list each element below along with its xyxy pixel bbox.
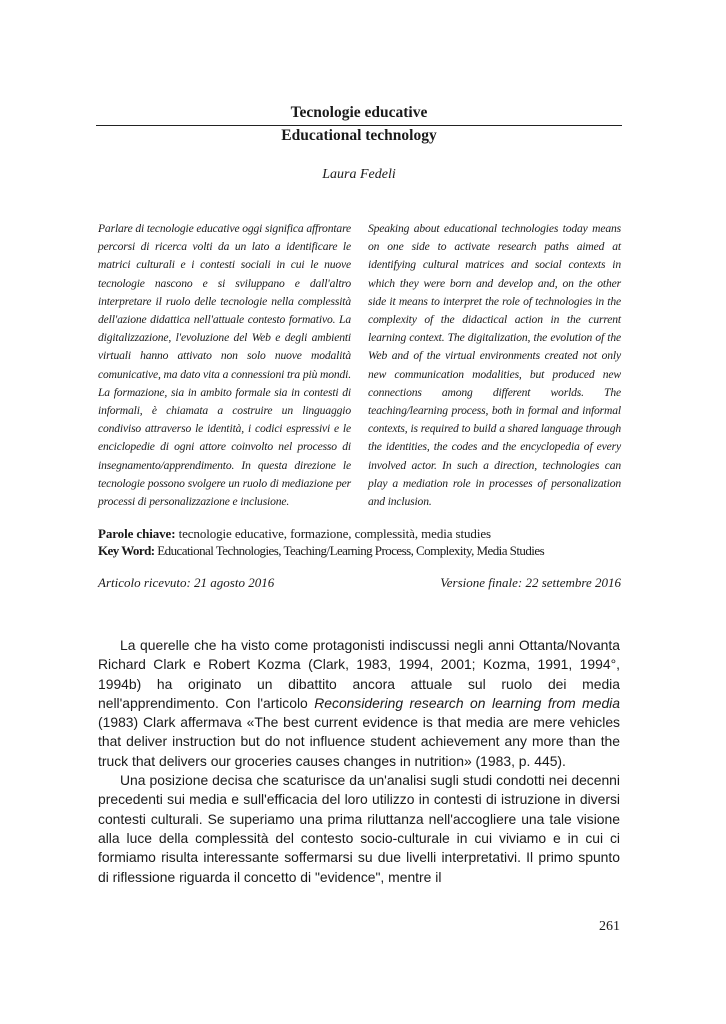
keywords-english	[98, 543, 624, 559]
body-paragraph-2: Una posizione decisa che scaturisce da un'analisi sugli studi condotti nei decenni precedenti sui media e sull'efficacia del loro utilizzo in contesti di istruzione in diversi contesti culturali. Se superiamo una prima riluttanza nell'accogliere una tale visione alla luce della complessità del contesto socio-culturale in cui viviamo e in cui ci formiamo risulta interessante soffermarsi su due livelli interpretativi. Il primo spunto di riflessione riguarda il concetto di "evidence", mentre il	[98, 772, 620, 885]
keywords-english-label: Key Word:	[98, 543, 155, 558]
keywords-italian-value: tecnologie educative, formazione, complessità, media studies	[175, 526, 491, 541]
date-received: Articolo ricevuto: 21 agosto 2016	[98, 575, 275, 590]
abstract-italian: Parlare di tecnologie educative oggi significa affrontare percorsi di ricerca volti da un lato a identificare le matrici culturali e i contesti sociali in cui le nuove tecnologie nascono e si sviluppano e dall'altro interpretare il ruolo delle tecnologie nella complessità dell'azione didattica nell'attuale contesto formativo. La digitalizzazione, l'evoluzione del Web e degli ambienti virtuali hanno attivato non solo nuove modalità comunicative, ma dato vita a connessioni tra più mondi. La formazione, sia in ambito formale sia in contesti di informali, è chiamata a costruire un linguaggio condiviso attraverso le identità, i codici espressivi e le enciclopedie di ogni attore coinvolto nel processo di insegnamento/apprendimento. In questa direzione le tecnologie possono svolgere un ruolo di mediazione per processi di personalizzazione e inclusione.	[98, 222, 351, 509]
author-name: Laura Fedeli	[322, 167, 396, 182]
body-text	[98, 636, 620, 887]
title-italian: Tecnologie educative	[290, 104, 428, 121]
keywords-english-value: Educational Technologies, Teaching/Learning Process, Complexity, Media Studies	[154, 543, 545, 558]
cited-article-title: Reconsidering research on learning from media	[314, 694, 620, 711]
title-divider	[96, 125, 622, 126]
date-final-version: Versione finale: 22 settembre 2016	[440, 575, 621, 590]
body-paragraph-1	[98, 636, 620, 771]
body-paragraph-1-part-a: La querelle che ha visto come protagonisti indiscussi negli anni Ottanta/Novanta Richard Clark e Robert Kozma (Clark, 1983, 1994, 2001; Kozma, 1991, 1994°, 1994b) ha originato un dibattito ancora attuale sul ruolo dei media nell'apprendimento. Con l'articolo	[98, 637, 620, 711]
keywords-italian-label: Parole chiave:	[98, 526, 176, 541]
page-number: 261	[599, 919, 620, 934]
body-paragraph-1-part-b: (1983) Clark affermava «The best current evidence is that media are mere vehicles that deliver instruction but do not influence student achievement any more than the truck that delivers our groceries causes changes in nutrition» (1983, p. 445).	[98, 714, 620, 769]
keywords-italian	[98, 526, 624, 542]
title-english: Educational technology	[281, 127, 437, 144]
abstract-english: Speaking about educational technologies today means on one side to activate research paths aimed at identifying cultural matrices and social contexts in which they were born and develop and, on the other side it means to interpret the role of technologies in the complexity of the didactical action in the current learning context. The digitalization, the evolution of the Web and of the virtual environments created not only new communication modalities, but produced new connections among different worlds. The teaching/learning process, both in formal and informal contexts, is required to build a shared language through the identities, the codes and the encyclopedia of every involved actor. In such a direction, technologies can play a mediation role in processes of personalization and inclusion.	[368, 222, 621, 509]
